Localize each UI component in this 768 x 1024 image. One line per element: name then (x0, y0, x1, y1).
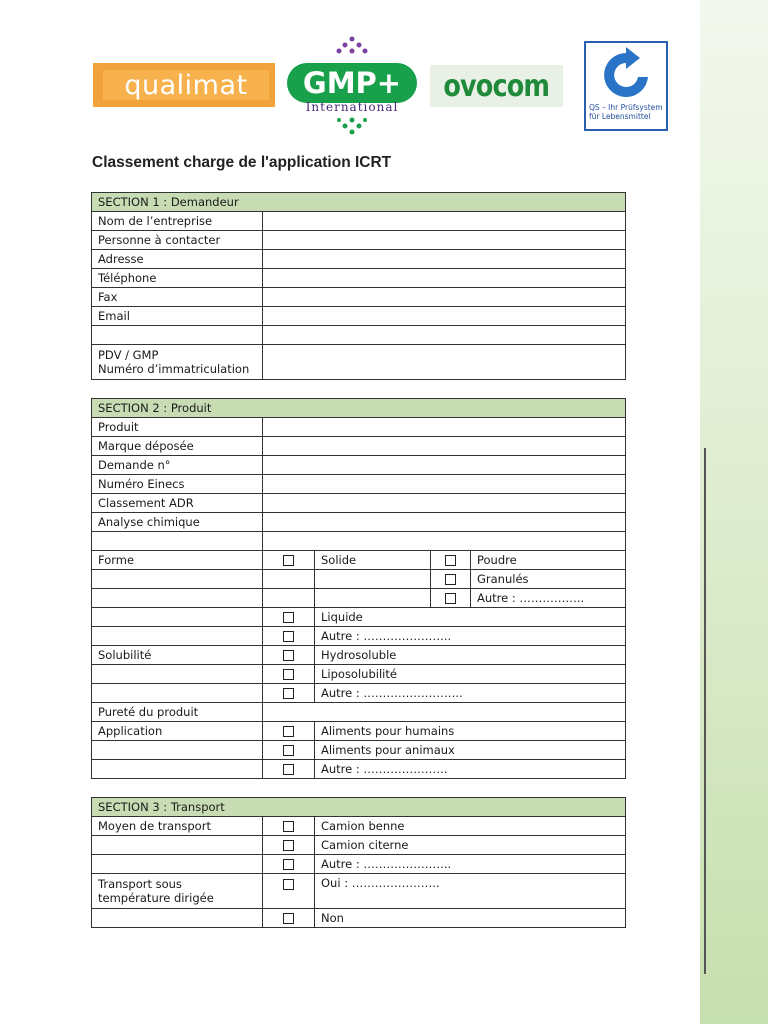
field-blank2[interactable] (263, 532, 626, 551)
label-temperature-line2: température dirigée (98, 891, 214, 905)
section2-table (91, 398, 626, 779)
label-einecs: Numéro Einecs (92, 475, 263, 494)
checkbox-autre-liquide[interactable] (283, 631, 294, 642)
field-demande[interactable] (263, 456, 626, 475)
option-non: Non (315, 909, 626, 928)
checkbox-aliments-animaux[interactable] (283, 745, 294, 756)
label-pdv-line2: Numéro d’immatriculation (98, 362, 250, 376)
label-temperature (92, 874, 263, 909)
label-moyen-transport: Moyen de transport (92, 817, 263, 836)
option-oui: Oui : ………………….. (315, 874, 626, 909)
section3-header: SECTION 3 : Transport (92, 798, 626, 817)
label-fax: Fax (92, 288, 263, 307)
option-autre-application: Autre : …………………. (315, 760, 626, 779)
checkbox-poudre[interactable] (445, 555, 456, 566)
section1-header: SECTION 1 : Demandeur (92, 193, 626, 212)
option-autre-solide: Autre : …………….. (471, 589, 626, 608)
field-fax[interactable] (263, 288, 626, 307)
label-adr: Classement ADR (92, 494, 263, 513)
sidebar-divider (704, 448, 706, 974)
section1-table (91, 192, 626, 380)
checkbox-autre-application[interactable] (283, 764, 294, 775)
label-personne-contact: Personne à contacter (92, 231, 263, 250)
field-email[interactable] (263, 307, 626, 326)
option-aliments-humains: Aliments pour humains (315, 722, 626, 741)
label-blank (92, 326, 263, 345)
checkbox-liposolubilite[interactable] (283, 669, 294, 680)
label-nom-entreprise: Nom de l’entreprise (92, 212, 263, 231)
field-marque[interactable] (263, 437, 626, 456)
checkbox-oui[interactable] (283, 879, 294, 890)
label-pdv-gmp (92, 345, 263, 380)
field-adresse[interactable] (263, 250, 626, 269)
option-poudre: Poudre (471, 551, 626, 570)
qs-logo (584, 41, 668, 131)
field-nom-entreprise[interactable] (263, 212, 626, 231)
gmp-international-logo (287, 34, 417, 137)
checkbox-camion-benne[interactable] (283, 821, 294, 832)
decorative-sidebar (700, 0, 768, 1024)
checkbox-autre-transport[interactable] (283, 859, 294, 870)
option-liquide: Liquide (315, 608, 626, 627)
qs-logo-caption: QS – Ihr Prüfsystem für Lebensmittel (589, 103, 663, 121)
label-purete: Pureté du produit (92, 703, 263, 722)
label-application: Application (92, 722, 263, 741)
gmp-logo-text: GMP+ (302, 66, 402, 100)
option-liposolubilite: Liposolubilité (315, 665, 626, 684)
field-einecs[interactable] (263, 475, 626, 494)
label-marque: Marque déposée (92, 437, 263, 456)
qs-arrow-icon (586, 45, 666, 103)
label-solubilite: Solubilité (92, 646, 263, 665)
document-title: Classement charge de l'application ICRT (92, 154, 392, 171)
label-blank2 (92, 532, 263, 551)
checkbox-solide[interactable] (283, 555, 294, 566)
label-pdv-line1: PDV / GMP (98, 348, 159, 362)
checkbox-aliments-humains[interactable] (283, 726, 294, 737)
section3-table (91, 797, 626, 928)
checkbox-non[interactable] (283, 913, 294, 924)
ovocom-logo (430, 65, 563, 107)
option-autre-solubilite: Autre : …………………….. (315, 684, 626, 703)
checkbox-hydrosoluble[interactable] (283, 650, 294, 661)
field-purete[interactable] (263, 703, 626, 722)
field-personne-contact[interactable] (263, 231, 626, 250)
option-hydrosoluble: Hydrosoluble (315, 646, 626, 665)
option-solide: Solide (315, 551, 431, 570)
label-analyse: Analyse chimique (92, 513, 263, 532)
checkbox-autre-solubilite[interactable] (283, 688, 294, 699)
option-autre-liquide: Autre : ………………….. (315, 627, 626, 646)
option-granules: Granulés (471, 570, 626, 589)
label-produit: Produit (92, 418, 263, 437)
checkbox-autre-solide[interactable] (445, 593, 456, 604)
label-email: Email (92, 307, 263, 326)
checkbox-granules[interactable] (445, 574, 456, 585)
ovocom-logo-text: ovocom (443, 68, 550, 104)
qualimat-logo (93, 63, 275, 107)
checkbox-liquide[interactable] (283, 612, 294, 623)
checkbox-camion-citerne[interactable] (283, 840, 294, 851)
field-telephone[interactable] (263, 269, 626, 288)
field-pdv-gmp[interactable] (263, 345, 626, 380)
option-aliments-animaux: Aliments pour animaux (315, 741, 626, 760)
option-camion-citerne: Camion citerne (315, 836, 626, 855)
label-temperature-line1: Transport sous (98, 877, 182, 891)
label-telephone: Téléphone (92, 269, 263, 288)
option-camion-benne: Camion benne (315, 817, 626, 836)
field-blank[interactable] (263, 326, 626, 345)
qualimat-logo-text: qualimat (124, 69, 248, 101)
section2-header: SECTION 2 : Produit (92, 399, 626, 418)
gmp-logo-subtitle: International (305, 100, 399, 114)
option-autre-transport: Autre : ………………….. (315, 855, 626, 874)
field-produit[interactable] (263, 418, 626, 437)
label-forme: Forme (92, 551, 263, 570)
label-demande: Demande n° (92, 456, 263, 475)
field-adr[interactable] (263, 494, 626, 513)
label-adresse: Adresse (92, 250, 263, 269)
field-analyse[interactable] (263, 513, 626, 532)
